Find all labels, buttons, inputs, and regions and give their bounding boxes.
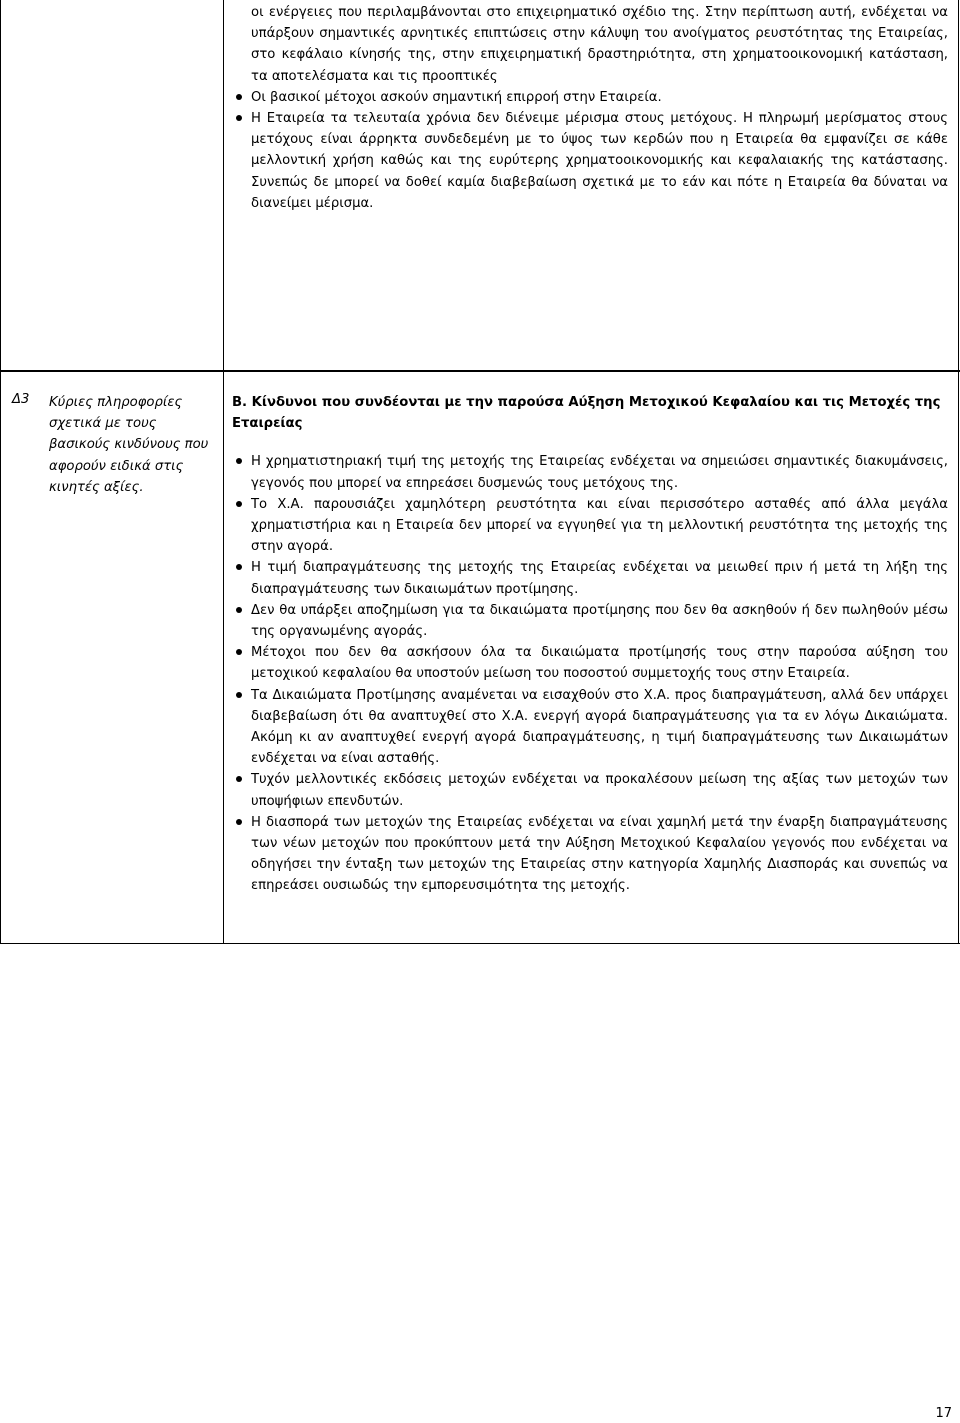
- list-item: [232, 600, 948, 642]
- bullet-icon: [236, 692, 242, 698]
- bullet-text: Το Χ.Α. παρουσιάζει χαμηλότερη ρευστότητα και είναι περισσότερο ασταθές από άλλα μεγάλα χρηματιστήρια και η Εταιρεία δεν μπορεί να εγγυηθεί για τη μελλοντική ρευστότητα της μετοχής της στην αγορά.: [251, 496, 948, 555]
- table-row-continuation: [0, 0, 960, 371]
- list-item: [232, 685, 948, 770]
- bullet-icon: [236, 776, 242, 782]
- bullet-text: Οι βασικοί μέτοχοι ασκούν σημαντική επιρροή στην Εταιρεία.: [251, 89, 662, 105]
- bullet-icon: [236, 458, 242, 464]
- continuation-paragraph: [232, 2, 948, 87]
- bullet-text: Τα Δικαιώματα Προτίμησης αναμένεται να εισαχθούν στο Χ.Α. προς διαπραγμάτευση, αλλά δεν υπάρχει διαβεβαίωση ότι θα αναπτυχθεί στο Χ.Α. ενεργή αγορά διαπραγμάτευσης για τα εν λόγω Δικαιώματα. Ακόμη κι αν αναπτυχθεί ενεργή αγορά διαπραγμάτευσης, η τιμή διαπραγμάτευσης των Δικαιωμάτων ενδέχεται να είναι ασταθής.: [251, 687, 948, 767]
- list-item: [232, 642, 948, 684]
- list-item: [232, 769, 948, 811]
- list-item: [232, 557, 948, 599]
- bullet-icon: [236, 819, 242, 825]
- continuation-content: [232, 2, 948, 214]
- bullet-text: Δεν θα υπάρξει αποζημίωση για τα δικαιώματα προτίμησης που δεν θα ασκηθούν ή δεν πωληθούν μέσω της οργανωμένης αγοράς.: [251, 602, 948, 640]
- page-number: 17: [935, 1406, 952, 1421]
- list-item: [232, 812, 948, 897]
- list-item: [232, 494, 948, 558]
- bullet-text: Η τιμή διαπραγμάτευσης της μετοχής της Εταιρείας ενδέχεται να μειωθεί πριν ή μετά τη λήξη της διαπραγμάτευσης των δικαιωμάτων προτίμησης.: [251, 560, 948, 597]
- bullet-icon: [236, 115, 242, 121]
- section-d3-content: [232, 392, 948, 897]
- bullet-icon: [236, 94, 242, 100]
- bullet-text: Μέτοχοι που δεν θα ασκήσουν όλα τα δικαιώματα προτίμησής τους στην παρούσα αύξηση του μετοχικού κεφαλαίου θα υποστούν μείωση του ποσοστού συμμετοχής τους στην Εταιρεία.: [251, 645, 948, 682]
- bullet-icon: [236, 607, 242, 613]
- list-item: [232, 451, 948, 493]
- bullet-icon: [236, 501, 242, 507]
- bullet-icon: [236, 564, 242, 570]
- list-item: [232, 108, 948, 214]
- bullet-text: Η χρηματιστηριακή τιμή της μετοχής της Εταιρείας ενδέχεται να σημειώσει σημαντικές διακυμάνσεις, γεγονός που μπορεί να επηρεάσει δυσμενώς τους μετόχους της.: [251, 454, 948, 491]
- bullet-text: Η διασπορά των μετοχών της Εταιρείας ενδέχεται να είναι χαμηλή μετά την έναρξη διαπραγμάτευσης των νέων μετοχών που προκύπτουν μετά την Αύξηση Μετοχικού Κεφαλαίου γεγονός που ενδέχεται να οδηγήσει την ένταξη των μετοχών της Εταιρείας στην κατηγορία Χαμηλής Διασποράς και συνεπώς να επηρεάσει ουσιωδώς την εμπορευσιμότητα της μετοχής.: [251, 814, 948, 894]
- continuation-text: οι ενέργειες που περιλαμβάνονται στο επιχειρηματικό σχέδιο της. Στην περίπτωση αυτή, ενδέχεται να υπάρξουν σημαντικές αρνητικές επιπτώσεις στην κάλυψη του ανοίγματος ρευστότητας της Εταιρείας, στο κεφάλαιο κίνησής της, στην επιχειρηματική δραστηριότητα, στη χρηματοοικονομική κατάσταση, τα αποτελέσματα και τις προοπτικές: [251, 5, 948, 84]
- bullet-text: Η Εταιρεία τα τελευταία χρόνια δεν διένειμε μέρισμα στους μετόχους. Η πληρωμή μερίσματος στους μετόχους είναι άρρηκτα συνδεδεμένη με το ύψος των κερδών που η Εταιρεία θα εμφανίζει σε κάθε μελλοντική χρήση καθώς και της ευρύτερης χρηματοοικονομικής και κεφαλαιακής της κατάστασης. Συνεπώς δε μπορεί να δοθεί καμία διαβεβαίωση σχετικά με το εάν και πότε η Εταιρεία θα δύναται να διανείμει μέρισμα.: [251, 111, 948, 211]
- left-cell-empty: [0, 0, 224, 370]
- bullet-text: Τυχόν μελλοντικές εκδόσεις μετοχών ενδέχεται να προκαλέσουν μείωση της αξίας των μετοχών των υποψήφιων επενδυτών.: [251, 772, 948, 809]
- section-heading: Β. Κίνδυνοι που συνδέονται με την παρούσα Αύξηση Μετοχικού Κεφαλαίου και τις Μετοχές της Εταιρείας: [232, 395, 941, 432]
- bullet-icon: [236, 649, 242, 655]
- list-item: [232, 87, 948, 108]
- section-label: Κύριες πληροφορίες σχετικά με τους βασικούς κινδύνους που αφορούν ειδικά στις κινητές αξίες.: [49, 395, 209, 495]
- section-code: Δ3: [12, 392, 30, 407]
